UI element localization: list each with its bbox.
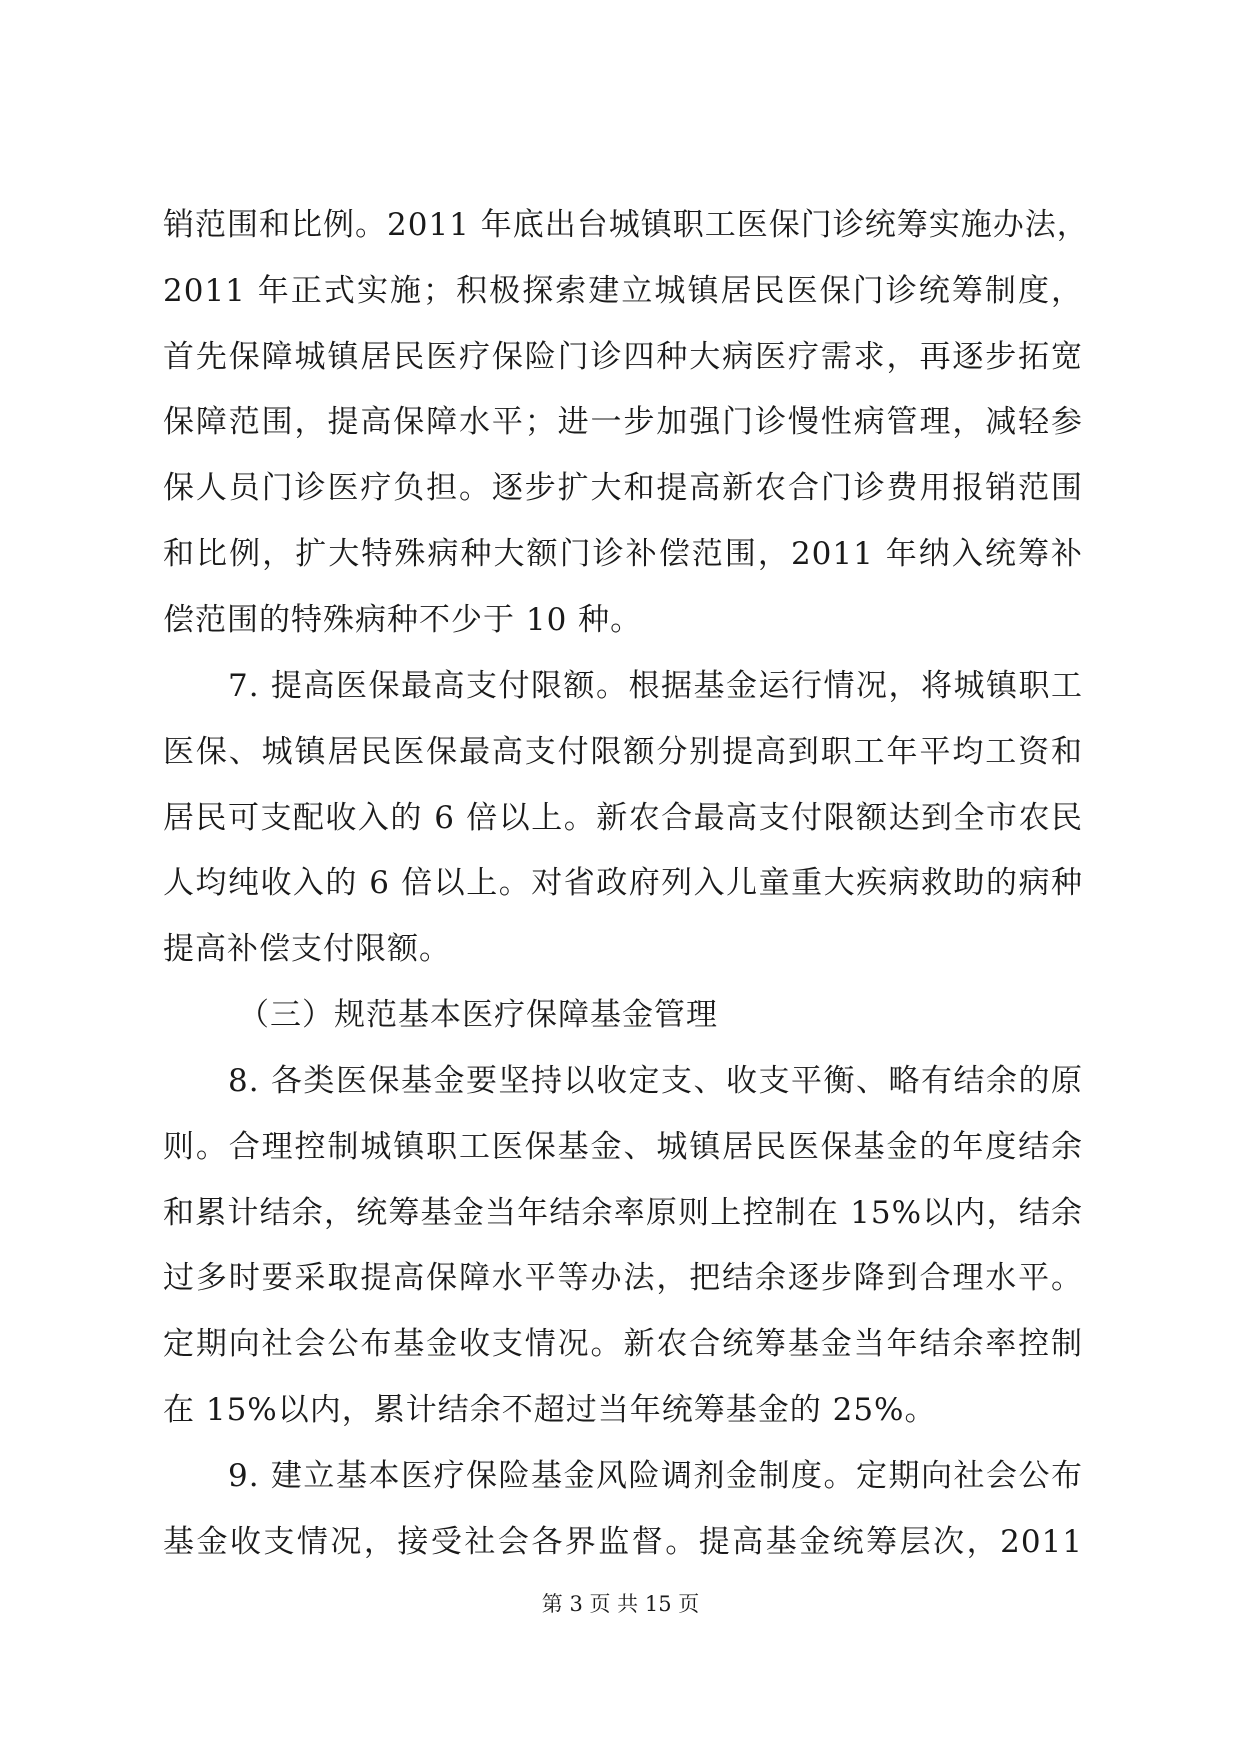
- body-text-line: 销范围和比例。2011 年底出台城镇职工医保门诊统筹实施办法，: [163, 207, 1089, 243]
- body-text-line: 偿范围的特殊病种不少于 10 种。: [163, 602, 643, 638]
- body-text-line: 基金收支情况，接受社会各界监督。提高基金统筹层次，2011: [163, 1524, 1083, 1560]
- body-text-line: 过多时要采取提高保障水平等办法，把结余逐步降到合理水平。: [163, 1260, 1083, 1296]
- body-text-line: 提高补偿支付限额。: [163, 931, 451, 967]
- body-text-line: 居民可支配收入的 6 倍以上。新农合最高支付限额达到全市农民: [163, 800, 1083, 836]
- paragraph-start-line: 9. 建立基本医疗保险基金风险调剂金制度。定期向社会公布: [228, 1458, 1083, 1494]
- body-text-line: 则。合理控制城镇职工医保基金、城镇居民医保基金的年度结余: [163, 1129, 1083, 1165]
- paragraph-start-line: 8. 各类医保基金要坚持以收定支、收支平衡、略有结余的原: [228, 1063, 1083, 1099]
- body-text-line: 在 15%以内，累计结余不超过当年统筹基金的 25%。: [163, 1392, 937, 1428]
- body-text-line: 首先保障城镇居民医疗保险门诊四种大病医疗需求，再逐步拓宽: [163, 339, 1083, 375]
- body-text-line: 保人员门诊医疗负担。逐步扩大和提高新农合门诊费用报销范围: [163, 470, 1083, 506]
- page-number-footer: 第 3 页 共 15 页: [541, 1592, 700, 1616]
- body-text-line: 和比例，扩大特殊病种大额门诊补偿范围，2011 年纳入统筹补: [163, 536, 1083, 572]
- body-text-line: 医保、城镇居民医保最高支付限额分别提高到职工年平均工资和: [163, 734, 1083, 770]
- section-heading: （三）规范基本医疗保障基金管理: [238, 997, 718, 1033]
- body-text-line: 2011 年正式实施；积极探索建立城镇居民医保门诊统筹制度，: [163, 273, 1083, 309]
- paragraph-start-line: 7. 提高医保最高支付限额。根据基金运行情况，将城镇职工: [228, 668, 1083, 704]
- body-text-line: 人均纯收入的 6 倍以上。对省政府列入儿童重大疾病救助的病种: [163, 865, 1083, 901]
- body-text-line: 和累计结余，统筹基金当年结余率原则上控制在 15%以内，结余: [163, 1195, 1083, 1231]
- body-text-line: 保障范围，提高保障水平；进一步加强门诊慢性病管理，减轻参: [163, 404, 1083, 440]
- body-text-line: 定期向社会公布基金收支情况。新农合统筹基金当年结余率控制: [163, 1326, 1083, 1362]
